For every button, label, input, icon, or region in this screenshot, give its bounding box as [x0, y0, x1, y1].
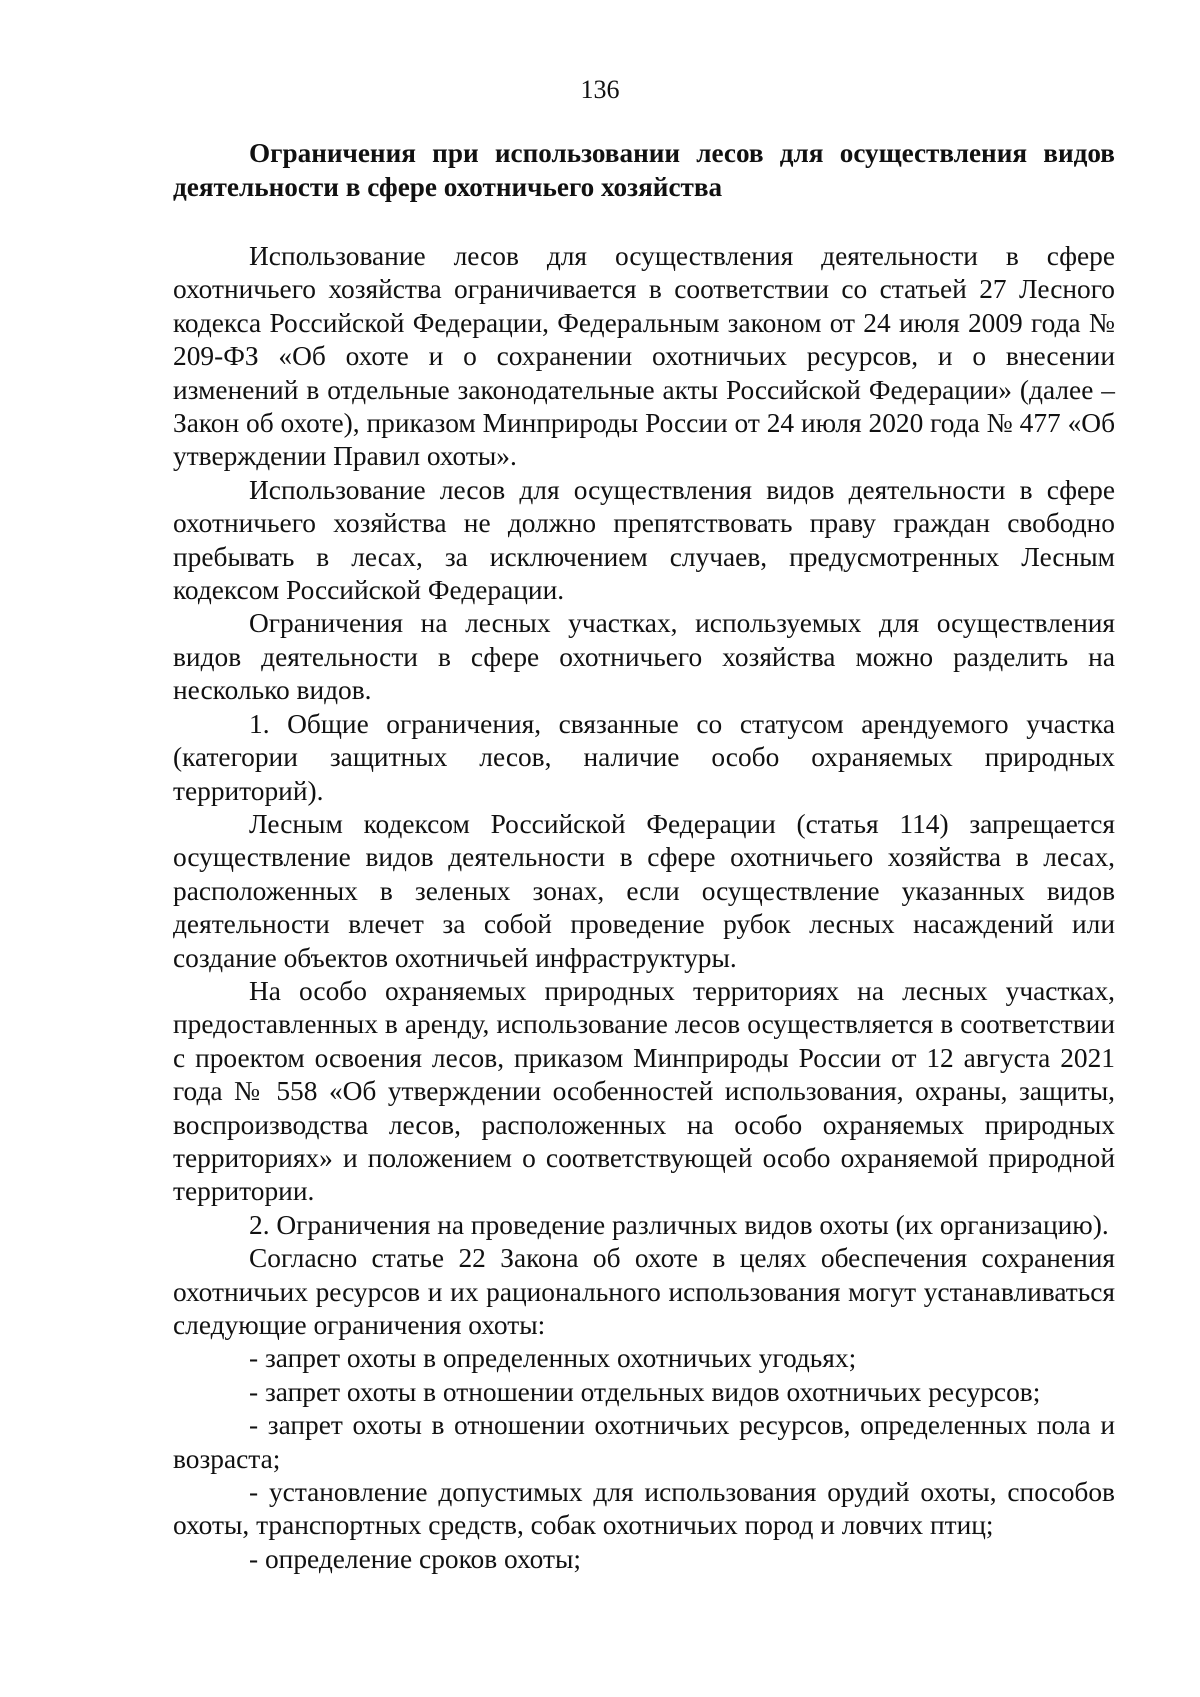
paragraph-2: Использование лесов для осуществления видов деятельности в сфере охотничьего хозяйства не должно препятствовать праву граждан свободно пребывать в лесах, за исключением случаев, предусмотренных Лесным кодексом Российской Федерации.	[173, 474, 1115, 606]
paragraph-1: Использование лесов для осуществления деятельности в сфере охотничьего хозяйства ограничивается в соответствии со статьей 27 Лесного кодекса Российской Федерации, Федеральным законом от 24 июля 2009 года № 209-ФЗ «Об охоте и о сохранении охотничьих ресурсов, и о внесении изменений в отдельные законодательные акты Российской Федерации» (далее – Закон об охоте), приказом Минприроды России от 24 июля 2020 года № 477 «Об утверждении Правил охоты».	[173, 241, 1115, 472]
list-item-5: - определение сроков охоты;	[249, 1543, 581, 1574]
section-heading: Ограничения при использовании лесов для осуществления видов деятельности в сфере охотничьего хозяйства	[173, 138, 1115, 202]
list-item-4: - установление допустимых для использования орудий охоты, способов охоты, транспортных средств, собак охотничьих пород и ловчих птиц;	[173, 1477, 1115, 1541]
paragraph-5: Лесным кодексом Российской Федерации (статья 114) запрещается осуществление видов деятельности в сфере охотничьего хозяйства в лесах, расположенных в зеленых зонах, если осуществление указанных видов деятельности влечет за собой проведение рубок лесных насаждений или создание объектов охотничьей инфраструктуры.	[173, 808, 1115, 973]
document-body	[173, 136, 1115, 1576]
list-item-2: - запрет охоты в отношении отдельных видов охотничьих ресурсов;	[249, 1376, 1041, 1407]
page-number: 136	[580, 75, 620, 104]
paragraph-4: 1. Общие ограничения, связанные со статусом арендуемого участка (категории защитных лесов, наличие особо охраняемых природных территорий).	[173, 708, 1115, 806]
paragraph-3: Ограничения на лесных участках, используемых для осуществления видов деятельности в сфере охотничьего хозяйства можно разделить на несколько видов.	[173, 608, 1115, 706]
paragraph-6: На особо охраняемых природных территориях на лесных участках, предоставленных в аренду, использование лесов осуществляется в соответствии с проектом освоения лесов, приказом Минприроды России от 12 августа 2021 года № 558 «Об утверждении особенностей использования, охраны, защиты, воспроизводства лесов, расположенных на особо охраняемых природных территориях» и положением о соответствующей особо охраняемой природной территории.	[173, 975, 1115, 1207]
paragraph-7: 2. Ограничения на проведение различных видов охоты (их организацию).	[249, 1209, 1109, 1240]
paragraph-8: Согласно статье 22 Закона об охоте в целях обеспечения сохранения охотничьих ресурсов и их рационального использования могут устанавливаться следующие ограничения охоты:	[173, 1243, 1115, 1340]
list-item-1: - запрет охоты в определенных охотничьих угодьях;	[249, 1343, 857, 1374]
list-item-3: - запрет охоты в отношении охотничьих ресурсов, определенных пола и возраста;	[173, 1410, 1115, 1474]
